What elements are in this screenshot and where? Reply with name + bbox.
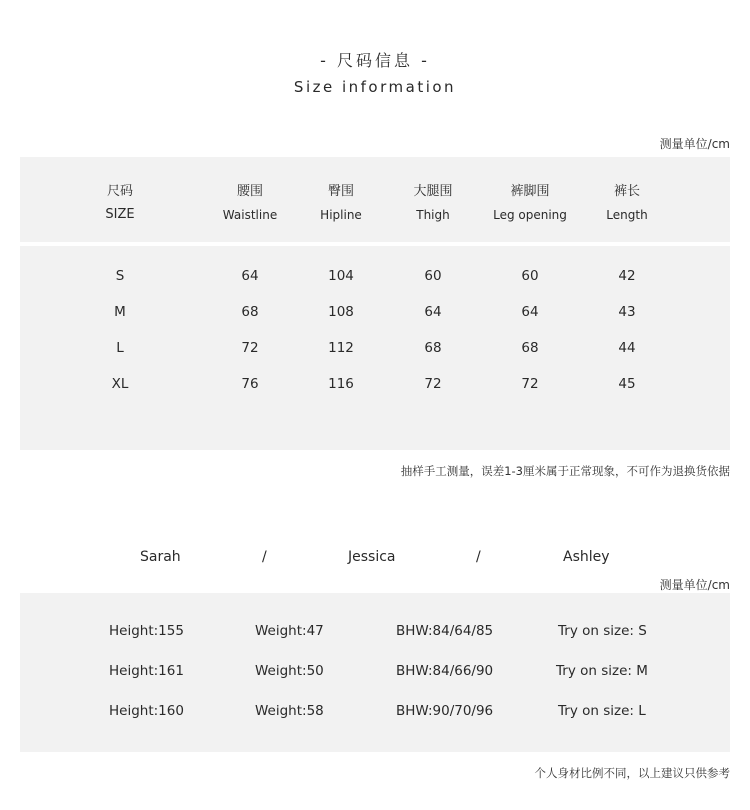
model-bhw: BHW:84/64/85 [396,623,494,639]
header-leg-opening-cn: 裤脚围 [510,184,550,199]
table-cell: 72 [241,340,259,356]
table-cell: M [114,304,126,320]
model-name-sarah: Sarah [140,549,181,565]
table-cell: XL [111,376,129,392]
header-hipline-en: Hipline [320,208,362,222]
table-cell: L [116,340,124,356]
table-cell: 112 [328,340,354,356]
header-leg-opening-en: Leg opening [493,208,567,222]
table-cell: 43 [618,304,636,320]
models-unit: 测量单位/cm [659,578,730,592]
header-waistline-en: Waistline [222,208,278,222]
header-leg-opening [475,183,585,224]
model-name-jessica: Jessica [348,549,396,565]
header-thigh [393,183,473,224]
measurement-note: 抽样手工测量，误差1-3厘米属于正常现象，不可作为退换货依据 [400,464,730,478]
table-cell: 104 [328,268,354,284]
table-cell: 72 [424,376,442,392]
header-hipline-cn: 臀围 [327,184,354,199]
model-bhw: BHW:90/70/96 [396,703,494,719]
model-height: Height:155 [109,623,184,639]
model-try-size: Try on size: L [558,703,646,719]
table-cell: 68 [521,340,539,356]
model-weight: Weight:50 [255,663,324,679]
table-cell: 60 [424,268,442,284]
table-cell: 108 [328,304,354,320]
header-size [90,183,150,224]
header-thigh-cn: 大腿围 [413,184,453,199]
table-cell: 116 [328,376,354,392]
table-cell: 76 [241,376,259,392]
models-panel [20,593,730,752]
table-cell: 68 [424,340,442,356]
section-title-cn: - 尺码信息 - [320,51,430,70]
table-cell: 64 [424,304,442,320]
table-cell: 64 [241,268,259,284]
model-try-size: Try on size: M [556,663,648,679]
model-height: Height:160 [109,703,184,719]
name-separator: / [476,549,481,565]
table-cell: 64 [521,304,539,320]
header-hipline [301,183,381,224]
header-waistline [210,183,290,224]
size-table-body [20,246,730,450]
header-waistline-cn: 腰围 [236,184,263,199]
table-cell: 72 [521,376,539,392]
model-try-size: Try on size: S [558,623,647,639]
header-length [587,183,667,224]
model-name-ashley: Ashley [563,549,610,565]
header-length-cn: 裤长 [613,184,640,199]
header-size-cn: 尺码 [106,184,133,199]
table-cell: S [115,268,125,284]
table-cell: 68 [241,304,259,320]
header-thigh-en: Thigh [416,208,450,222]
size-table-header [20,157,730,242]
table-cell: 42 [618,268,636,284]
reference-note: 个人身材比例不同，以上建议只供参考 [534,766,730,780]
header-size-en: SIZE [105,207,135,222]
model-bhw: BHW:84/66/90 [396,663,494,679]
header-length-en: Length [606,208,648,222]
model-weight: Weight:47 [255,623,324,639]
size-table-unit: 测量单位/cm [659,137,730,151]
table-cell: 60 [521,268,539,284]
table-cell: 44 [618,340,636,356]
section-title-en: Size information [293,78,457,96]
table-cell: 45 [618,376,636,392]
model-weight: Weight:58 [255,703,324,719]
name-separator: / [262,549,267,565]
model-height: Height:161 [109,663,184,679]
